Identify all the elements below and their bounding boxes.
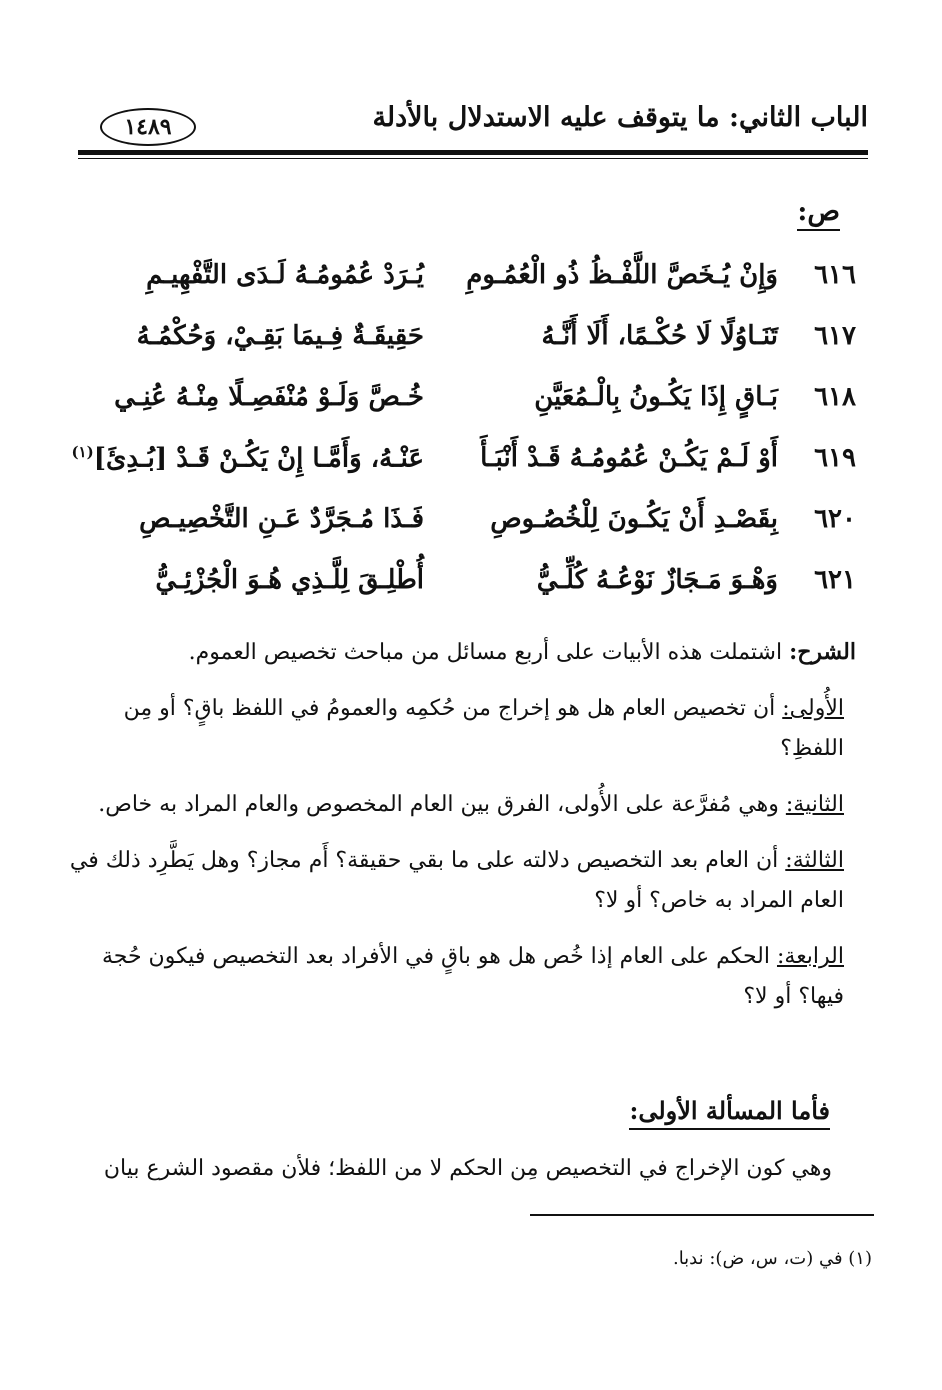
commentary: [66, 632, 856, 1033]
issue-label: الأُولى:: [782, 696, 844, 721]
commentary-intro-text: اشتملت هذه الأبيات على أربع مسائل من مباحث تخصيص العموم.: [188, 640, 790, 665]
section-heading: فأما المسألة الأولى:: [629, 1096, 830, 1130]
verse-line: [80, 502, 856, 563]
verse-first-hemistich: أَوْ لَـمْ يَكُـنْ عُمُومُـهُ قَـدْ أَنْبَـأَ: [480, 443, 778, 473]
verse-second-hemistich: فَـذَا مُـجَرَّدٌ عَـنِ التَّخْصِيـصِ: [139, 504, 424, 534]
issue-paragraph: [66, 937, 856, 1017]
issue-label: الثانية:: [785, 792, 844, 817]
footnote-rule: [530, 1214, 874, 1216]
verse-first-hemistich: تَنَـاوُلًا لَا حُكْـمًا، أَلَا أَنَّـهُ: [541, 321, 778, 351]
verse-number: ٦١٧: [814, 321, 856, 351]
issue-text: أن العام بعد التخصيص دلالته على ما بقي حقيقة؟ أَم مجاز؟ وهل يَطَّرِد ذلك في العام المراد به خاص؟ أو لا؟: [69, 848, 844, 913]
issue-label: الرابعة:: [776, 944, 844, 969]
verse-number: ٦١٦: [814, 260, 856, 290]
verse-second-hemistich: حَقِيقَـةٌ فِـيمَا بَقِـيْ، وَحُكْمُـهُ: [136, 321, 424, 351]
verse-line: [71, 441, 856, 502]
verse-second-hemistich: يُـرَدْ عُمُومُـهُ لَـدَى التَّفْهِيـمِ: [146, 260, 424, 290]
verse-line: [80, 319, 856, 380]
verse-text: عَنْـهُ، وَأَمَّـا إِنْ يَكُـنْ قَـدْ [بُـدِئَ]: [93, 443, 424, 474]
verse-first-hemistich: بِقَصْـدِ أَنْ يَكُـونَ لِلْخُصُـوصِ: [490, 504, 778, 534]
commentary-intro: [66, 632, 856, 673]
section-label: ص:: [797, 196, 840, 231]
page-header: [78, 92, 868, 156]
issue-text: الحكم على العام إذا خُص هل هو باقٍ في الأفراد بعد التخصيص فيكون حُجة فيها؟ أو لا؟: [101, 944, 844, 1009]
issue-text: أن تخصيص العام هل هو إخراج من حُكمِه والعمومُ في اللفظ باقٍ؟ أو مِن اللفظِ؟: [123, 696, 844, 761]
verse-first-hemistich: وَإِنْ يُـخَصَّ اللَّفْـظُ ذُو الْعُمُـومِ: [466, 260, 778, 290]
verse-line: [80, 563, 856, 624]
header-rule-thin: [78, 158, 868, 159]
issue-paragraph: [66, 785, 856, 825]
footnote: (١) في (ت، س، ض): ندبا.: [672, 1248, 872, 1269]
verses-block: [71, 258, 856, 624]
verse-second-hemistich: خُـصَّ وَلَـوْ مُنْفَصِـلًا مِنْـهُ عُنِـي: [114, 382, 424, 412]
continuation-text: وهي كون الإخراج في التخصيص مِن الحكم لا من اللفظ؛ فلأن مقصود الشرع بيان: [103, 1156, 832, 1181]
verse-number: ٦٢١: [814, 565, 856, 595]
running-title: الباب الثاني: ما يتوقف عليه الاستدلال بالأدلة: [372, 102, 868, 133]
verse-second-hemistich: [71, 443, 424, 474]
verse-second-hemistich: أُطْلِـقَ لِلَّـذِي هُـوَ الْجُزْئِـيُّ: [155, 565, 424, 595]
issue-text: وهي مُفرَّعة على الأُولى، الفرق بين العام المخصوص والعام المراد به خاص.: [98, 792, 786, 817]
verse-number: ٦٢٠: [814, 504, 856, 534]
issue-paragraph: [66, 841, 856, 921]
commentary-lead: الشرح:: [789, 639, 856, 665]
header-rule-thick: [78, 150, 868, 155]
verse-line: [80, 258, 856, 319]
verse-line: [80, 380, 856, 441]
verse-number: ٦١٨: [814, 382, 856, 412]
footnote-reference: (١): [71, 443, 94, 461]
verse-first-hemistich: وَهْـوَ مَـجَازٌ نَوْعُـهُ كُلِّـيُّ: [536, 565, 778, 595]
verse-number: ٦١٩: [814, 443, 856, 473]
page-number: ١٤٨٩: [100, 108, 196, 146]
issue-paragraph: [66, 689, 856, 769]
verse-first-hemistich: بَـاقٍ إِذَا يَكُـونُ بِالْـمُعَيَّنِ: [534, 382, 778, 412]
issue-label: الثالثة:: [785, 848, 844, 873]
